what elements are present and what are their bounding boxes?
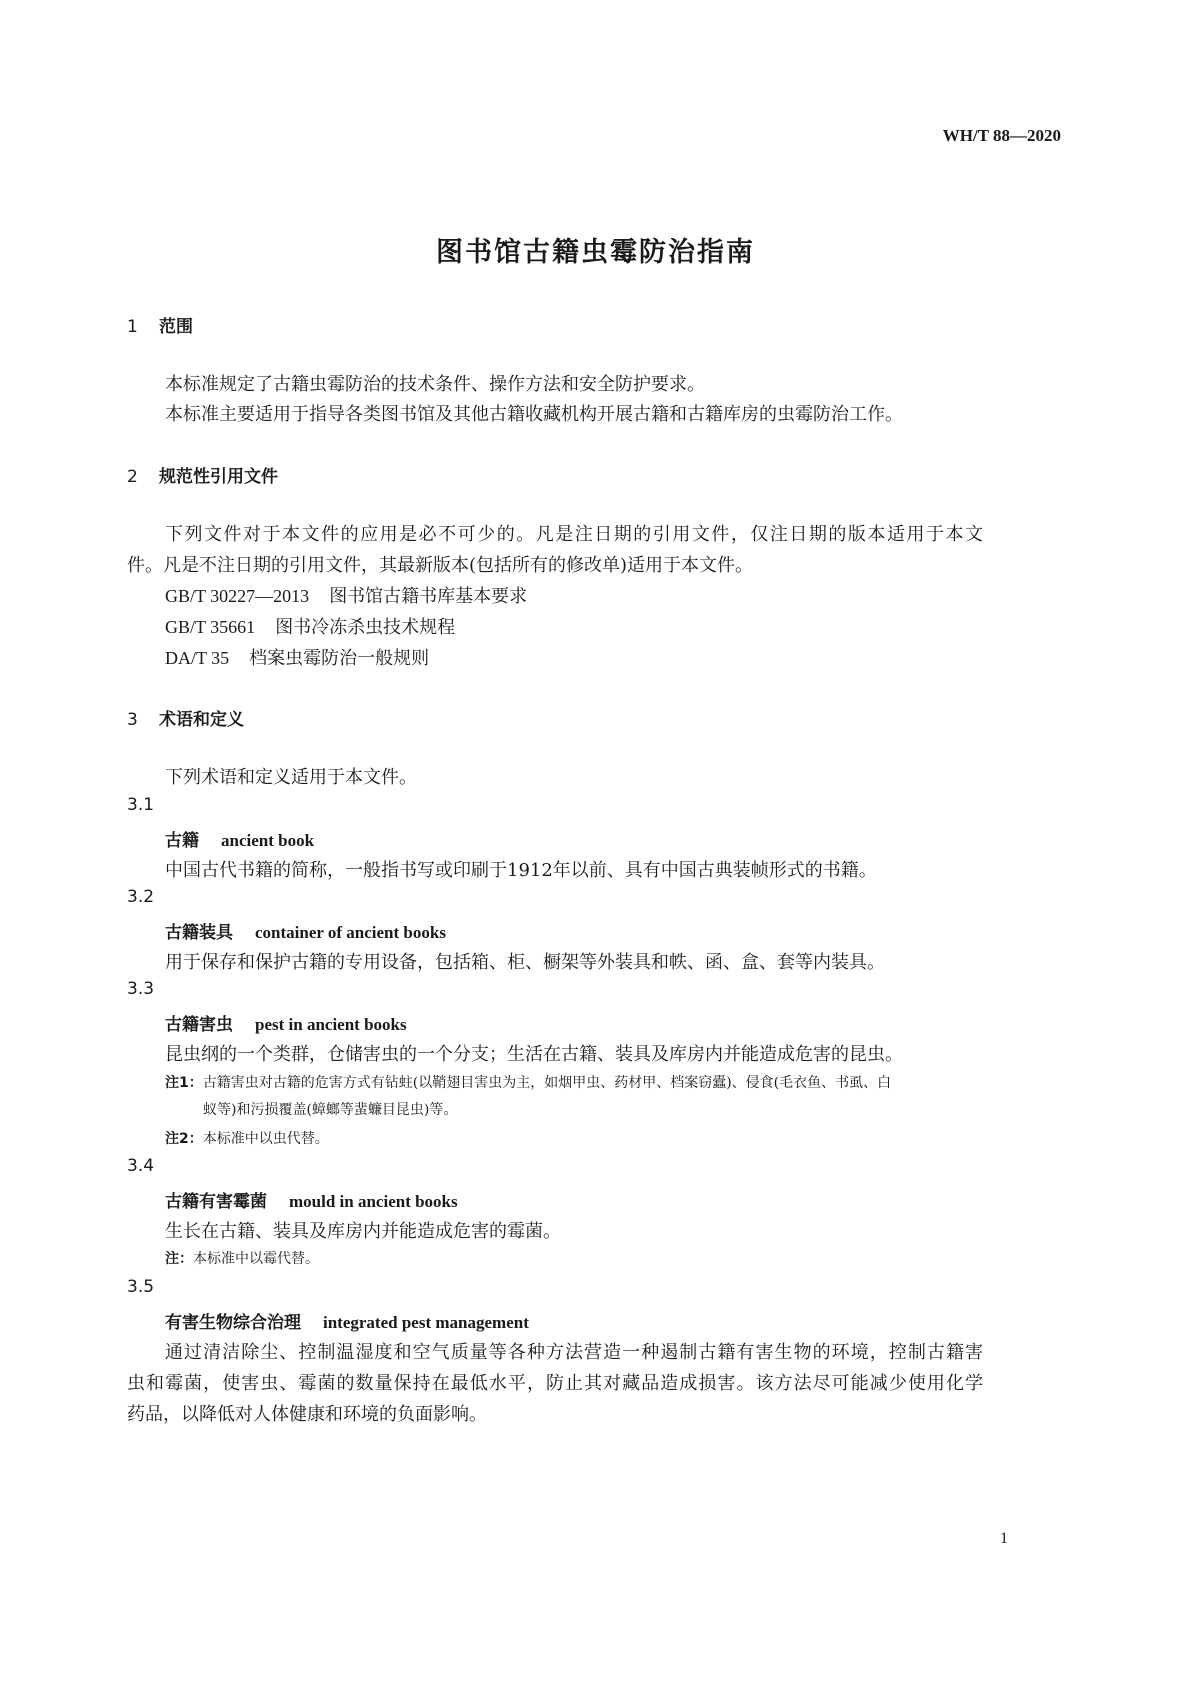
section-1-heading [127, 312, 193, 337]
paragraph-continuation: 件。凡是不注日期的引用文件，其最新版本(包括所有的修改单)适用于本文件。 [127, 555, 754, 576]
reference-item [165, 582, 527, 608]
term-definition: 用于保存和保护古籍的专用设备，包括箱、柜、橱架等外装具和帙、函、盒、套等内装具。 [165, 952, 885, 973]
section-title: 术语和定义 [159, 710, 244, 730]
term-en: ancient book [221, 831, 315, 850]
paragraph: 下列术语和定义适用于本文件。 [165, 767, 417, 788]
reference-title: 图书馆古籍书库基本要求 [329, 586, 528, 607]
term-en: pest in ancient books [255, 1015, 407, 1034]
section-title: 范围 [159, 317, 193, 337]
term-definition-continuation: 虫和霉菌，使害虫、霉菌的数量保持在最低水平，防止其对藏品造成损害。该方法尽可能减少使用化学 [127, 1373, 983, 1394]
section-2-heading [127, 462, 278, 487]
document-title: 图书馆古籍虫霉防治指南 [436, 237, 755, 268]
section-number: 1 [127, 317, 138, 337]
standard-number: WH/T 88—2020 [942, 126, 1061, 145]
term-definition-continuation: 药品，以降低对人体健康和环境的负面影响。 [127, 1404, 487, 1425]
term-en: container of ancient books [255, 923, 446, 942]
term-heading [165, 918, 446, 943]
term-zh: 古籍 [165, 831, 199, 851]
reference-title: 档案虫霉防治一般规则 [249, 648, 430, 669]
term-heading [165, 1010, 407, 1035]
note [165, 1128, 329, 1148]
note-text: 古籍害虫对古籍的危害方式有钻蛀(以鞘翅目害虫为主，如烟甲虫、药材甲、档案窃蠹)、侵食(毛衣鱼、书虱、白 [202, 1075, 892, 1091]
reference-item [165, 644, 429, 670]
term-definition: 通过清洁除尘、控制温湿度和空气质量等各种方法营造一种遏制古籍有害生物的环境，控制古籍害 [165, 1342, 983, 1363]
term-number: 3.5 [127, 1277, 155, 1297]
term-heading [165, 1187, 458, 1212]
term-number: 3.4 [127, 1156, 155, 1176]
reference-code: GB/T 30227—2013 [165, 586, 310, 606]
term-number: 3.3 [127, 979, 155, 999]
term-en: mould in ancient books [289, 1192, 458, 1211]
term-definition: 生长在古籍、装具及库房内并能造成危害的霉菌。 [165, 1221, 561, 1242]
term-zh: 古籍害虫 [165, 1015, 233, 1035]
term-definition: 昆虫纲的一个类群，仓储害虫的一个分支；生活在古籍、装具及库房内并能造成危害的昆虫。 [165, 1044, 903, 1065]
term-number: 3.1 [127, 795, 155, 815]
term-zh: 古籍有害霉菌 [165, 1192, 267, 1212]
note-text: 本标准中以霉代替。 [193, 1251, 319, 1267]
note [165, 1072, 891, 1092]
note-text: 本标准中以虫代替。 [202, 1131, 329, 1147]
term-heading [165, 1308, 529, 1333]
term-en: integrated pest management [323, 1313, 529, 1332]
note-label: 注1： [165, 1075, 203, 1091]
term-heading [165, 826, 314, 851]
section-title: 规范性引用文件 [159, 467, 278, 487]
note-label: 注： [165, 1251, 193, 1267]
note-label: 注2： [165, 1131, 203, 1147]
paragraph: 本标准主要适用于指导各类图书馆及其他古籍收藏机构开展古籍和古籍库房的虫霉防治工作。 [165, 404, 903, 425]
term-definition: 中国古代书籍的简称，一般指书写或印刷于1912年以前、具有中国古典装帧形式的书籍。 [165, 860, 877, 881]
reference-code: DA/T 35 [165, 648, 230, 668]
note-continuation: 蚁等)和污损覆盖(蟑螂等蜚蠊目昆虫)等。 [203, 1102, 458, 1118]
page-number: 1 [1000, 1530, 1008, 1547]
term-zh: 有害生物综合治理 [165, 1313, 301, 1333]
note [165, 1248, 319, 1268]
section-number: 2 [127, 467, 138, 487]
reference-item [165, 613, 455, 639]
section-number: 3 [127, 710, 138, 730]
section-3-heading [127, 705, 244, 730]
paragraph: 下列文件对于本文件的应用是必不可少的。凡是注日期的引用文件，仅注日期的版本适用于本文 [165, 524, 983, 545]
paragraph: 本标准规定了古籍虫霉防治的技术条件、操作方法和安全防护要求。 [165, 374, 705, 395]
reference-code: GB/T 35661 [165, 617, 256, 637]
term-zh: 古籍装具 [165, 923, 233, 943]
reference-title: 图书冷冻杀虫技术规程 [275, 617, 456, 638]
term-number: 3.2 [127, 887, 155, 907]
